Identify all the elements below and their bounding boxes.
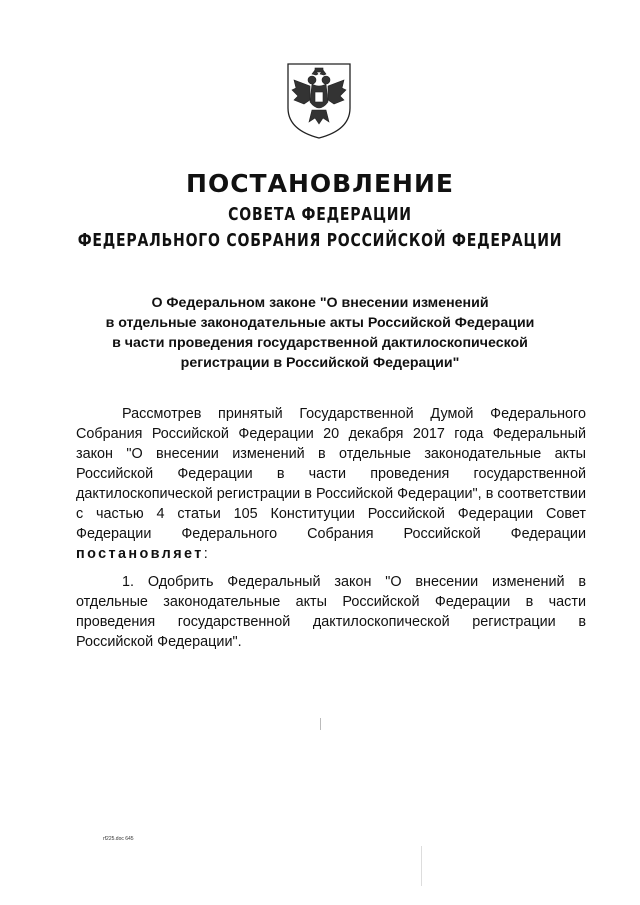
preamble-text: Рассмотрев принятый Государственной Думой Федерального Собрания Российской Федерации 20 декабря 2017 года Федеральный закон "О внесении изменений в отдельные законодательные акты Российской Федерации в части проведения государственной дактилоскопической регистрации в Российской Федерации", в соответствии с частью 4 статьи 105 Конституции Российской Федерации Совет Федерации Федерального Собрания Российской Федерации (76, 406, 586, 542)
issuer-line-2: ФЕДЕРАЛЬНОГО СОБРАНИЯ РОССИЙСКОЙ ФЕДЕРАЦИИ (77, 230, 563, 251)
subject-line: О Федеральном законе "О внесении изменений (151, 295, 489, 311)
subject-line: в отдельные законодательные акты Российской Федерации (105, 315, 535, 331)
subject-line: в части проведения государственной дактилоскопической (112, 335, 528, 351)
file-reference: rf225.doc 645 (103, 836, 134, 842)
preamble-colon: : (203, 546, 208, 562)
preamble-paragraph (76, 404, 586, 564)
scan-mark (320, 718, 321, 730)
coat-of-arms-emblem (282, 62, 356, 140)
resolve-word: постановляет (76, 546, 204, 562)
resolution-item-1: 1. Одобрить Федеральный закон "О внесении изменений в отдельные законодательные акты Российской Федерации в части проведения государственной дактилоскопической регистрации в Российской Федерации". (76, 574, 586, 650)
issuer-line-1: СОВЕТА ФЕДЕРАЦИИ (228, 204, 412, 225)
double-headed-eagle-icon (292, 68, 346, 124)
document-subject (80, 293, 560, 373)
subject-line: регистрации в Российской Федерации" (180, 355, 460, 371)
scan-mark (421, 846, 422, 886)
document-type-title: ПОСТАНОВЛЕНИЕ (186, 169, 454, 198)
